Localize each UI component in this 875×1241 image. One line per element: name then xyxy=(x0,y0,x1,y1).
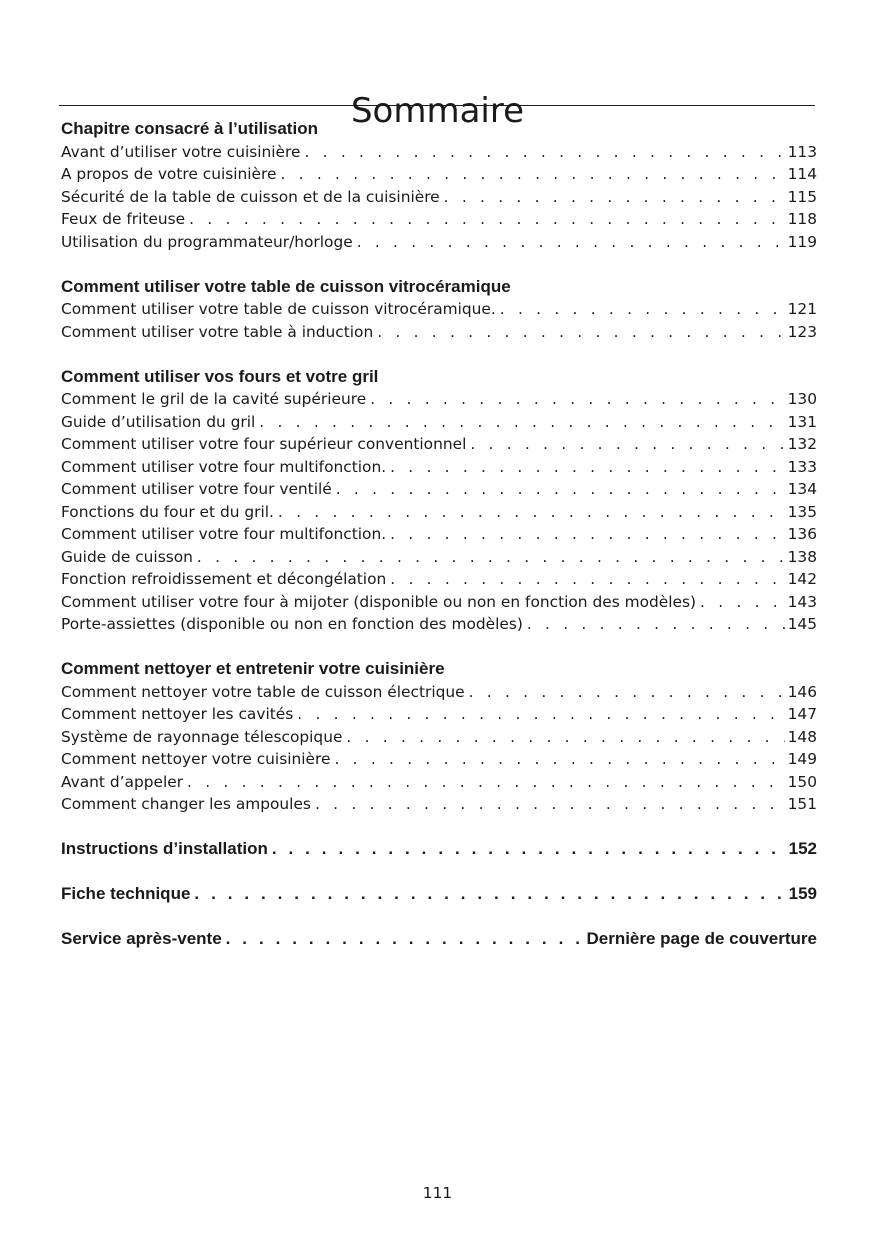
dot-leader xyxy=(346,726,784,749)
dot-leader xyxy=(197,546,785,569)
toc-entry[interactable] xyxy=(61,163,817,186)
dot-leader xyxy=(334,748,784,771)
toc-entry[interactable] xyxy=(61,613,817,636)
toc-entry-page: 150 xyxy=(787,772,817,791)
section-title-ovens: Comment utiliser vos fours et votre gril xyxy=(61,366,379,386)
toc-entry-page: 113 xyxy=(787,142,817,161)
toc-entry-page: 152 xyxy=(788,839,817,858)
dot-leader xyxy=(390,456,785,479)
toc-entry-label: Fiche technique xyxy=(61,884,191,903)
page-title: Sommaire xyxy=(350,90,525,131)
toc-entry[interactable] xyxy=(61,771,817,794)
dot-leader xyxy=(370,388,784,411)
toc-entry-page: 145 xyxy=(787,615,817,633)
toc-entry-label: Comment utiliser votre four multifonction. xyxy=(61,525,387,543)
toc-entry[interactable] xyxy=(61,298,817,321)
toc-entry-label: Fonctions du four et du gril. xyxy=(61,502,274,521)
toc-entry-page: 133 xyxy=(787,457,817,476)
title-rule xyxy=(59,105,815,106)
toc-entry-page: 138 xyxy=(787,547,817,566)
toc-entry-page: 148 xyxy=(787,727,817,746)
dot-leader xyxy=(470,433,784,456)
dot-leader xyxy=(315,793,785,816)
toc-entry[interactable] xyxy=(61,591,817,614)
toc-entry[interactable] xyxy=(61,321,817,344)
toc-entry[interactable] xyxy=(61,208,817,231)
toc-entry[interactable] xyxy=(61,478,817,501)
toc-entry-label: Système de rayonnage télescopique xyxy=(61,727,343,746)
toc-entry-page: 118 xyxy=(787,210,817,228)
dot-leader xyxy=(194,883,785,906)
dot-leader xyxy=(226,928,584,951)
dot-leader xyxy=(527,613,785,636)
toc-entry-label: Fonction refroidissement et décongélation xyxy=(61,570,387,588)
table-of-contents xyxy=(61,118,817,951)
toc-entry-page: 115 xyxy=(787,187,817,206)
toc-entry-label: Comment nettoyer votre table de cuisson électrique xyxy=(61,682,465,701)
toc-entry[interactable] xyxy=(61,568,817,591)
toc-entry-label: Comment nettoyer votre cuisinière xyxy=(61,750,331,768)
toc-entry-label: A propos de votre cuisinière xyxy=(61,165,277,183)
dot-leader xyxy=(357,231,785,254)
dot-leader xyxy=(390,568,784,591)
dot-leader xyxy=(278,501,785,524)
spacer xyxy=(61,861,817,884)
page-number: 111 xyxy=(422,1184,453,1202)
dot-leader xyxy=(259,411,784,434)
toc-entry-label: Comment utiliser votre four multifonction. xyxy=(61,457,387,476)
toc-entry-page: 123 xyxy=(787,322,817,341)
section-title-hob: Comment utiliser votre table de cuisson vitrocéramique xyxy=(61,276,511,296)
toc-entry-page: 147 xyxy=(787,705,817,723)
dot-leader xyxy=(444,186,785,209)
toc-entry[interactable] xyxy=(61,433,817,456)
toc-entry-page: 151 xyxy=(787,795,817,813)
toc-major-entry-installation[interactable] xyxy=(61,838,817,861)
toc-entry[interactable] xyxy=(61,388,817,411)
toc-entry-page: 143 xyxy=(787,592,817,611)
toc-entry[interactable] xyxy=(61,523,817,546)
spacer xyxy=(61,636,817,659)
toc-entry[interactable] xyxy=(61,748,817,771)
spacer xyxy=(61,906,817,929)
toc-entry[interactable] xyxy=(61,141,817,164)
spacer xyxy=(61,816,817,839)
toc-entry-label: Guide d’utilisation du gril xyxy=(61,412,256,431)
toc-entry[interactable] xyxy=(61,726,817,749)
toc-entry-label: Avant d’utiliser votre cuisinière xyxy=(61,142,301,161)
toc-entry-label: Guide de cuisson xyxy=(61,547,193,566)
toc-major-entry-after-sales[interactable] xyxy=(61,928,817,951)
dot-leader xyxy=(297,703,784,726)
dot-leader xyxy=(187,771,785,794)
toc-entry-page: 119 xyxy=(787,232,817,251)
dot-leader xyxy=(189,208,784,231)
toc-entry[interactable] xyxy=(61,411,817,434)
toc-entry-page: 136 xyxy=(787,525,817,543)
toc-entry-label: Avant d’appeler xyxy=(61,772,184,791)
toc-entry-label: Instructions d’installation xyxy=(61,839,268,858)
dot-leader xyxy=(272,838,786,861)
toc-entry-page: 114 xyxy=(787,165,817,183)
dot-leader xyxy=(305,141,785,164)
dot-leader xyxy=(500,298,785,321)
toc-entry[interactable] xyxy=(61,231,817,254)
toc-entry-page: 131 xyxy=(787,412,817,431)
toc-entry-label: Comment utiliser votre four supérieur conventionnel xyxy=(61,435,467,453)
section-title-usage: Chapitre consacré à l’utilisation xyxy=(61,119,318,138)
toc-entry-label: Comment utiliser votre four à mijoter (disponible ou non en fonction des modèles) xyxy=(61,592,697,611)
toc-entry-label: Comment utiliser votre four ventilé xyxy=(61,480,332,498)
toc-entry-page: 121 xyxy=(787,300,817,318)
toc-entry-label: Service après-vente xyxy=(61,929,222,948)
toc-major-entry-technical-sheet[interactable] xyxy=(61,883,817,906)
toc-entry-label: Comment nettoyer les cavités xyxy=(61,705,294,723)
toc-entry-label: Comment le gril de la cavité supérieure xyxy=(61,390,367,408)
toc-entry-page: 146 xyxy=(787,682,817,701)
toc-entry-label: Sécurité de la table de cuisson et de la cuisinière xyxy=(61,187,440,206)
dot-leader xyxy=(377,321,784,344)
toc-entry-label: Comment utiliser votre table de cuisson vitrocéramique. xyxy=(61,300,496,318)
spacer xyxy=(61,343,817,366)
toc-entry[interactable] xyxy=(61,681,817,704)
toc-entry-page: 132 xyxy=(787,435,817,453)
toc-entry-page: Dernière page de couverture xyxy=(586,929,817,948)
toc-entry-page: 134 xyxy=(787,480,817,498)
toc-entry-page: 135 xyxy=(787,502,817,521)
dot-leader xyxy=(469,681,785,704)
toc-entry-page: 130 xyxy=(787,390,817,408)
dot-leader xyxy=(390,523,785,546)
toc-entry-label: Porte-assiettes (disponible ou non en fonction des modèles) xyxy=(61,615,523,633)
dot-leader xyxy=(336,478,785,501)
toc-entry-label: Feux de friteuse xyxy=(61,210,186,228)
toc-entry-page: 142 xyxy=(787,570,817,588)
toc-entry[interactable] xyxy=(61,703,817,726)
toc-entry-label: Utilisation du programmateur/horloge xyxy=(61,232,353,251)
dot-leader xyxy=(280,163,784,186)
dot-leader xyxy=(700,591,785,614)
toc-entry-page: 149 xyxy=(787,750,817,768)
section-title-cleaning: Comment nettoyer et entretenir votre cuisinière xyxy=(61,659,445,678)
toc-entry[interactable] xyxy=(61,793,817,816)
toc-entry[interactable] xyxy=(61,186,817,209)
toc-entry[interactable] xyxy=(61,456,817,479)
toc-entry[interactable] xyxy=(61,546,817,569)
toc-entry-label: Comment changer les ampoules xyxy=(61,795,311,813)
toc-entry-page: 159 xyxy=(788,884,817,903)
toc-entry-label: Comment utiliser votre table à induction xyxy=(61,322,374,341)
spacer xyxy=(61,253,817,276)
toc-entry[interactable] xyxy=(61,501,817,524)
